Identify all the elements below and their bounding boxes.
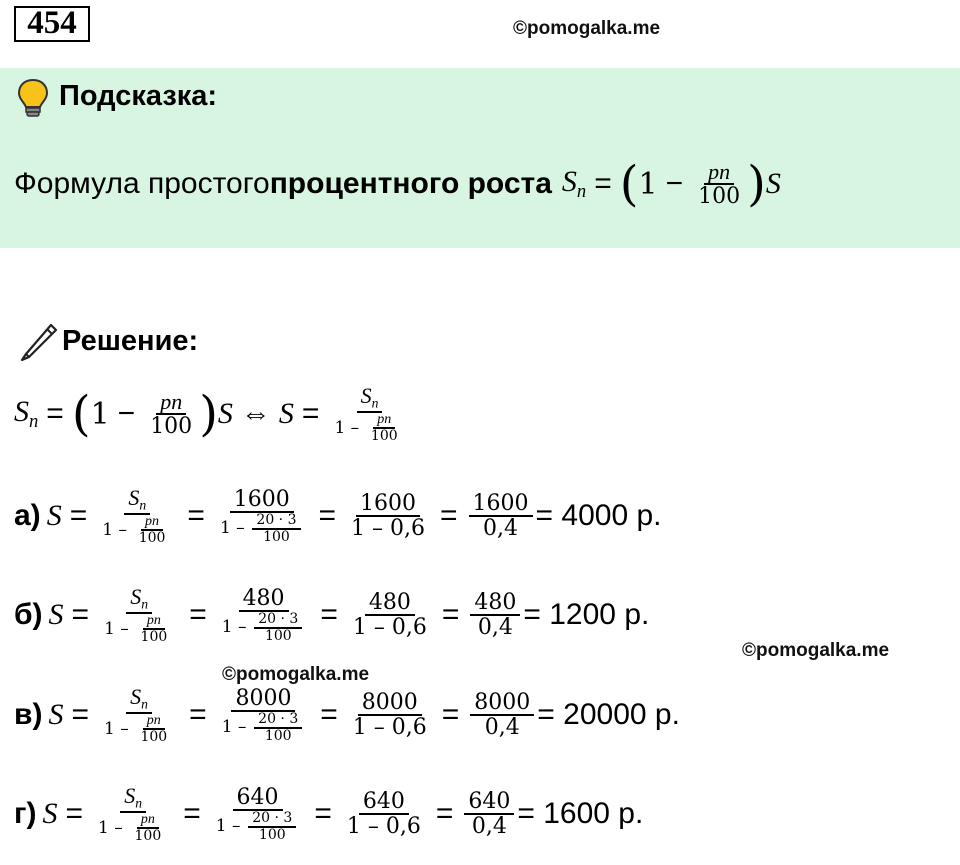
solution-title: Решение: (62, 325, 199, 357)
equiv-sign: ⇔ (240, 397, 271, 431)
hint-formula-lhs: $S_n$ (561, 165, 587, 203)
hint-title: Подсказка: (59, 80, 218, 112)
watermark-top: ©pomogalka.me (513, 18, 661, 39)
result-b: = 1200 р. (523, 598, 650, 632)
pencil-icon (18, 320, 60, 367)
hint-text-bold: процентного роста (269, 167, 552, 201)
lightbulb-icon (16, 78, 50, 123)
task-number: 454 (14, 6, 90, 42)
solution-row-b: б) S = $S_n$ 1 – $\frac{pn}{100}$ = 480 1 – $\frac{20 \cdot 3}{100}$ = $\frac{480}{1 - 0,6}$ = $\frac{480}{0,4}$ = 1200 р. (14, 584, 650, 646)
hint-text-plain: Формула простого (14, 167, 270, 201)
hint-text: Формула простого процентного роста $S_n$ = ( 1 − $\frac{pn}{100}$ ) S (14, 156, 781, 213)
result-c: = 20000 р. (537, 698, 680, 732)
result-d: = 1600 р. (517, 797, 644, 831)
general-formula: $S_n$ = ( 1 − $\frac{pn}{100}$ ) S ⇔ S = $S_n$ 1 – $\frac{pn}{100}$ (14, 383, 398, 445)
solution-row-a: а) S = $S_n$ 1 – $\frac{pn}{100}$ = 1600 1 – $\frac{20 \cdot 3}{100}$ = $\frac{1600}{1 - 0,6}$ = $\frac{1600}{0,4}$ = 4000 р. (14, 485, 662, 547)
hint-fraction: $\frac{pn}{100}$ (698, 159, 741, 210)
watermark-right: ©pomogalka.me (742, 640, 890, 661)
solution-row-c: в) S = $S_n$ 1 – $\frac{pn}{100}$ = 8000 1 – $\frac{20 \cdot 3}{100}$ = $\frac{8000}{1 - 0,6}$ = $\frac{8000}{0,4}$ = 20000 р. (14, 684, 680, 746)
solution-row-d: г) S = $S_n$ 1 – $\frac{pn}{100}$ = 640 1 – $\frac{20 \cdot 3}{100}$ = $\frac{640}{1 - 0,6}$ = $\frac{640}{0,4}$ = 1600 р. (14, 783, 644, 845)
watermark-middle: ©pomogalka.me (222, 664, 370, 685)
result-a: = 4000 р. (535, 499, 662, 533)
